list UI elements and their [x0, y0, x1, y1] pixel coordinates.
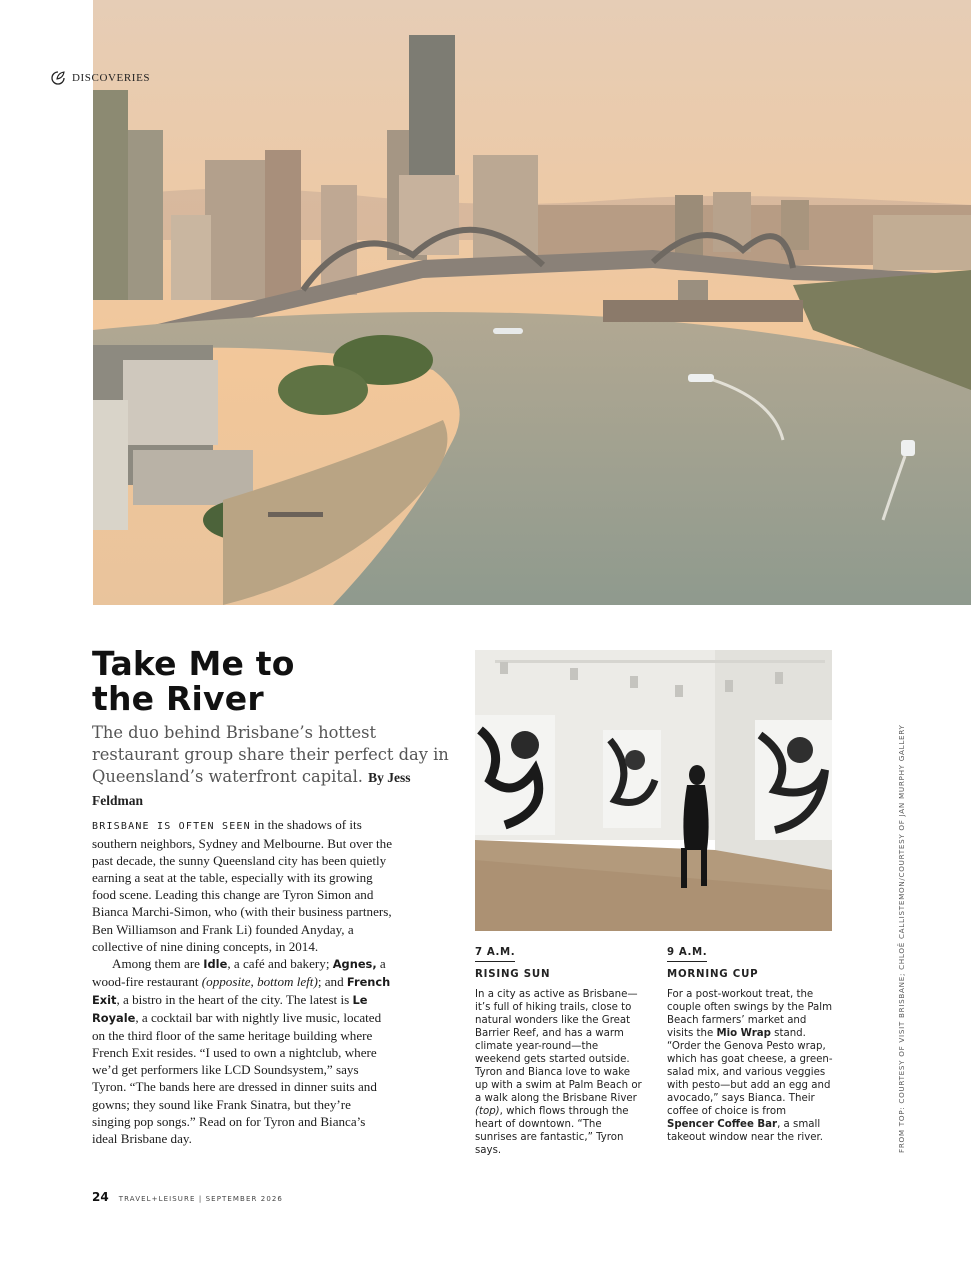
venue-name: Mio Wrap [716, 1028, 771, 1039]
body-text: ; and [317, 973, 347, 989]
body-text: , a bistro in the heart of the city. The latest is [116, 991, 353, 1007]
body-paragraph-2 [92, 955, 392, 1147]
body-paragraph-1 [92, 816, 392, 955]
sidebar-text [475, 988, 643, 1157]
sidebar-heading: MORNING CUP [667, 969, 759, 980]
sidebar-text [667, 988, 835, 1144]
sidebar-text-part: stand. “Order the Genova Pesto wrap, which has goat cheese, a green-salad mix, and various veggies with pesto—but add an egg and avocado,” says Bianca. Their coffee of choice is from [667, 1028, 833, 1117]
leaf-in-circle-icon [50, 70, 66, 86]
sidebar-morning-cup [667, 946, 835, 1144]
hero-photo-illustration [93, 0, 971, 605]
sidebar-text-part: , which flows through the heart of downtown. “The sunrises are fantastic,” Tyron says. [475, 1106, 629, 1156]
hero-photo-brisbane-river [93, 0, 971, 605]
body-text: , a cocktail bar with nightly live music, located on the third floor of the same heritage building where French Exit resides. “I used to own a nightclub, where we’d get performers like LCD Soundsystem,” says Tyron. “The bands here are dressed in dinner suits and gowns; they sound like Frank Sinatra, but they’re singing pop songs.” Read on for Tyron and Bianca’s ideal Brisbane day. [92, 1010, 382, 1146]
sidebar-heading: RISING SUN [475, 969, 551, 980]
sidebar-text-part: In a city as active as Brisbane—it’s full of hiking trails, close to natural wonders like the Great Barrier Reef, and has a warm climate year-round—the weekend gets started outside. Tyron and Bianca love to wake up with a swim at Palm Beach or a walk along the Brisbane River [475, 989, 642, 1104]
sidebar-time: 9 A.M. [667, 946, 707, 962]
headline-line-1: Take Me to [92, 644, 295, 683]
article-headline [92, 646, 452, 716]
venue-name: French Exit [92, 974, 391, 1007]
byline: By Jess Feldman [92, 770, 411, 808]
photo-credit-text: FROM TOP: COURTESY OF VISIT BRISBANE; CHLOË CALLISTEMON/COURTESY OF JAN MURPHY GALLERY [897, 724, 906, 1153]
body-text: , a café and bakery; [227, 955, 333, 971]
venue-name: Agnes, [332, 956, 377, 971]
gallery-photo-illustration [475, 650, 832, 931]
photo-reference: (top) [475, 1106, 500, 1117]
body-text: Among them are [112, 955, 204, 971]
venue-name: Spencer Coffee Bar [667, 1119, 778, 1130]
venue-name: Le Royale [92, 992, 368, 1026]
body-text: in the shadows of its southern neighbors, Sydney and Melbourne. But over the past decade, the sunny Queensland city has been quietly earning a seat at the table, especially with its growing food scene. Leading this change are Tyron Simon and Bianca Marchi-Simon, who (with their business partners, Ben Williamson and Frank Li) founded Anyday, a collective of nine dining concepts, in 2014. [92, 817, 393, 954]
sidebar-rising-sun [475, 946, 643, 1157]
body-text: a wood-fire restaurant [92, 955, 386, 989]
sidebar-time: 7 A.M. [475, 946, 515, 962]
page-number: 24 [92, 1190, 109, 1204]
article-body [92, 816, 392, 1147]
sidebar-text-part: For a post-workout treat, the couple often swings by the Palm Beach farmers’ market and visits the [667, 989, 833, 1039]
sidebar-text-part: , a small takeout window near the river. [667, 1119, 824, 1143]
folio [92, 1190, 283, 1204]
lead-in: BRISBANE IS OFTEN SEEN [92, 821, 251, 832]
headline-line-2: the River [92, 679, 264, 718]
masthead-date: TRAVEL+LEISURE | SEPTEMBER 2026 [118, 1195, 283, 1203]
gallery-photo [475, 650, 832, 931]
dek-text: The duo behind Brisbane’s hottest restaurant group share their perfect day in Queensland’s waterfront capital. [92, 723, 449, 786]
section-label: DISCOVERIES [72, 72, 151, 84]
section-tag [50, 70, 150, 86]
article-dek [92, 722, 462, 812]
venue-name: Idle [203, 956, 228, 971]
photo-reference: (opposite, bottom left) [201, 973, 318, 989]
